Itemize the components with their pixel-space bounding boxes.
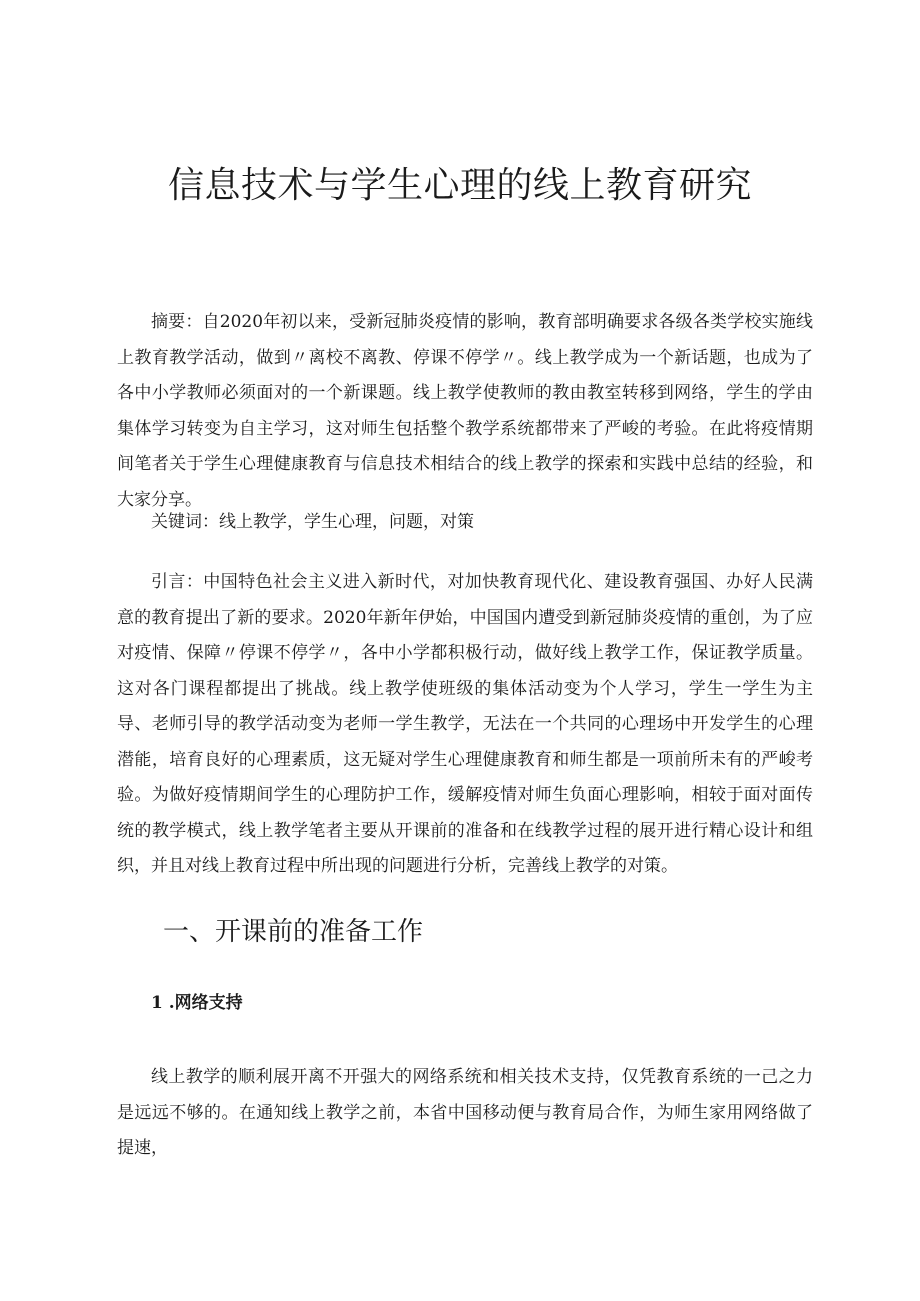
introduction-paragraph: 引言：中国特色社会主义进入新时代，对加快教育现代化、建设教育强国、办好人民满意的教育提出了新的要求。2020年新年伊始，中国国内遭受到新冠肺炎疫情的重创，为了应对疫情、保障〃停课不停学〃，各中小学都积极行动，做好线上教学工作，保证教学质量。这对各门课程都提出了挑战。线上教学使班级的集体活动变为个人学习，学生一学生为主导、老师引导的教学活动变为老师一学生教学，无法在一个共同的心理场中开发学生的心理潜能，培育良好的心理素质，这无疑对学生心理健康教育和师生都是一项前所未有的严峻考验。为做好疫情期间学生的心理防护工作，缓解疫情对师生负面心理影响，相较于面对面传统的教学模式，线上教学笔者主要从开课前的准备和在线教学过程的展开进行精心设计和组织，并且对线上教育过程中所出现的问题进行分析，完善线上教学的对策。 bbox=[117, 572, 813, 876]
document-title: 信息技术与学生心理的线上教育研究 bbox=[167, 165, 752, 206]
keywords-line: 关键词：线上教学，学生心理，问题，对策 bbox=[151, 512, 474, 532]
subsection-heading: 1 .网络支持 bbox=[151, 993, 243, 1013]
body-paragraph: 线上教学的顺利展开离不开强大的网络系统和相关技术支持，仅凭教育系统的一己之力是远远不够的。在通知线上教学之前，本省中国移动便与教育局合作，为师生家用网络做了提速， bbox=[117, 1067, 813, 1158]
section-heading: 一、开课前的准备工作 bbox=[163, 917, 424, 947]
abstract-paragraph: 摘要：自2020年初以来，受新冠肺炎疫情的影响，教育部明确要求各级各类学校实施线上教育教学活动，做到〃离校不离教、停课不停学〃。线上教学成为一个新话题，也成为了各中小学教师必须面对的一个新课题。线上教学使教师的教由教室转移到网络，学生的学由集体学习转变为自主学习，这对师生包括整个教学系统都带来了严峻的考验。在此将疫情期间笔者关于学生心理健康教育与信息技术相结合的线上教学的探索和实践中总结的经验，和大家分享。 bbox=[117, 312, 813, 510]
